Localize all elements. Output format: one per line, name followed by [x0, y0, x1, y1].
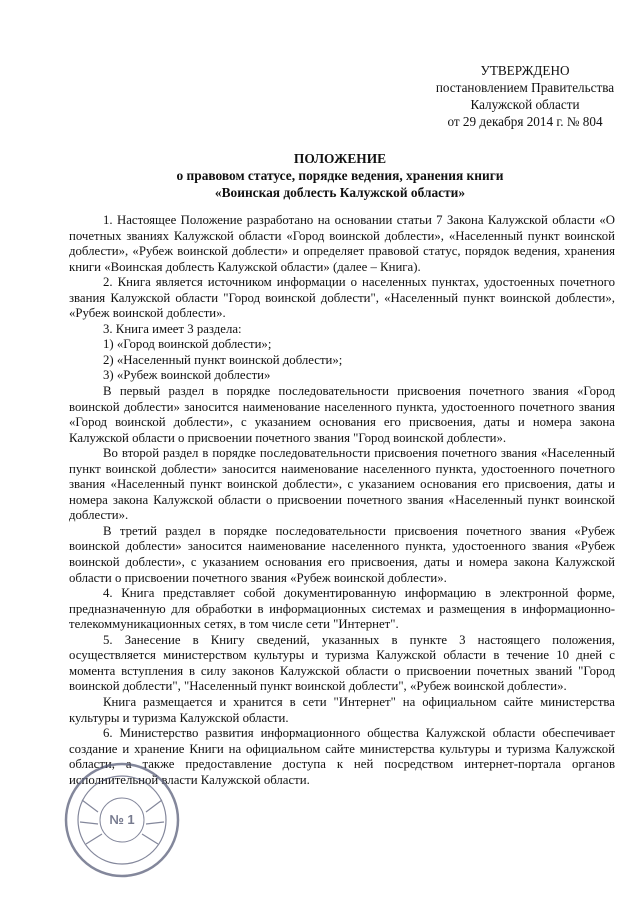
approval-block — [420, 62, 630, 130]
document-subtitle: о правовом статусе, порядке ведения, хранения книги — [176, 168, 504, 183]
document-heading — [60, 150, 620, 201]
approval-line: Калужской области — [470, 97, 580, 112]
approval-date: от 29 декабря 2014 г. № 804 — [447, 114, 603, 129]
list-item: 1) «Город воинской доблести»; — [103, 337, 272, 352]
paragraph: 4. Книга представляет собой документированную информацию в электронной форме, предназначенную для обработки в информационных системах и размещения в информационно-телекоммуникационных сетях, в том числе сети "Интернет". — [69, 586, 615, 632]
paragraph: 6. Министерство развития информационного общества Калужской области обеспечивает создание и хранение Книги на официальном сайте министерства культуры и туризма Калужской области, а также предоставление доступа к ней посредством интернет-портала органов исполнительной власти Калужской области. — [69, 726, 615, 787]
list-item: 2) «Населенный пункт воинской доблести»; — [103, 352, 343, 367]
paragraph: 5. Занесение в Книгу сведений, указанных в пункте 3 настоящего положения, осуществляется министерством культуры и туризма Калужской области в течение 10 дней с момента вступления в силу законов Калужской области о присвоении почетных званий "Город воинской доблести", "Населенный пункт воинской доблести", «Рубеж воинской доблести». — [69, 632, 615, 694]
document-body — [69, 213, 615, 788]
paragraph: 3. Книга имеет 3 раздела: — [103, 321, 242, 336]
document-title: ПОЛОЖЕНИЕ — [293, 151, 387, 166]
seal-number: № 1 — [109, 812, 135, 827]
paragraph: Во второй раздел в порядке последовательности присвоения почетного звания «Населенный пункт воинской доблести» заносится наименование населенного пункта, удостоенного почетного звания «Населенный пункт воинской доблести», с указанием основания его присвоения, даты и номера закона Калужской области о присвоении почетного звания «Населенный пункт воинской доблести». — [69, 446, 615, 523]
paragraph: В первый раздел в порядке последовательности присвоения почетного звания «Город воинской доблести» заносится наименование населенного пункта, удостоенного почетного звания «Город воинской доблести», с указанием основания его присвоения, даты и номера закона Калужской области о присвоении почетного звания "Город воинской доблести». — [69, 384, 615, 445]
list-item: 3) «Рубеж воинской доблести» — [103, 368, 271, 383]
approval-title: УТВЕРЖДЕНО — [480, 63, 570, 78]
paragraph: Книга размещается и хранится в сети "Интернет" на официальном сайте министерства культуры и туризма Калужской области. — [69, 694, 615, 725]
paragraph: 1. Настоящее Положение разработано на основании статьи 7 Закона Калужской области «О почетных званиях Калужской области «Город воинской доблести», «Населенный пункт воинской доблести», «Рубеж воинской доблести» и определяет правовой статус, порядок ведения, хранения книги «Воинская доблесть Калужской области» (далее – Книга). — [69, 213, 615, 274]
paragraph: В третий раздел в порядке последовательности присвоения почетного звания «Рубеж воинской доблести» заносится наименование населенного пункта, удостоенного звания «Рубеж воинской доблести», с указанием основания его присвоения, даты и номера закона Калужской области о присвоении почетного звания «Рубеж воинской доблести». — [69, 523, 615, 585]
document-subtitle: «Воинская доблесть Калужской области» — [214, 185, 466, 200]
paragraph: 2. Книга является источником информации о населенных пунктах, удостоенных почетного звания Калужской области "Город воинской доблести", «Населенный пункт воинской доблести», «Рубеж воинской доблести». — [69, 275, 615, 321]
approval-line: постановлением Правительства — [435, 80, 615, 95]
